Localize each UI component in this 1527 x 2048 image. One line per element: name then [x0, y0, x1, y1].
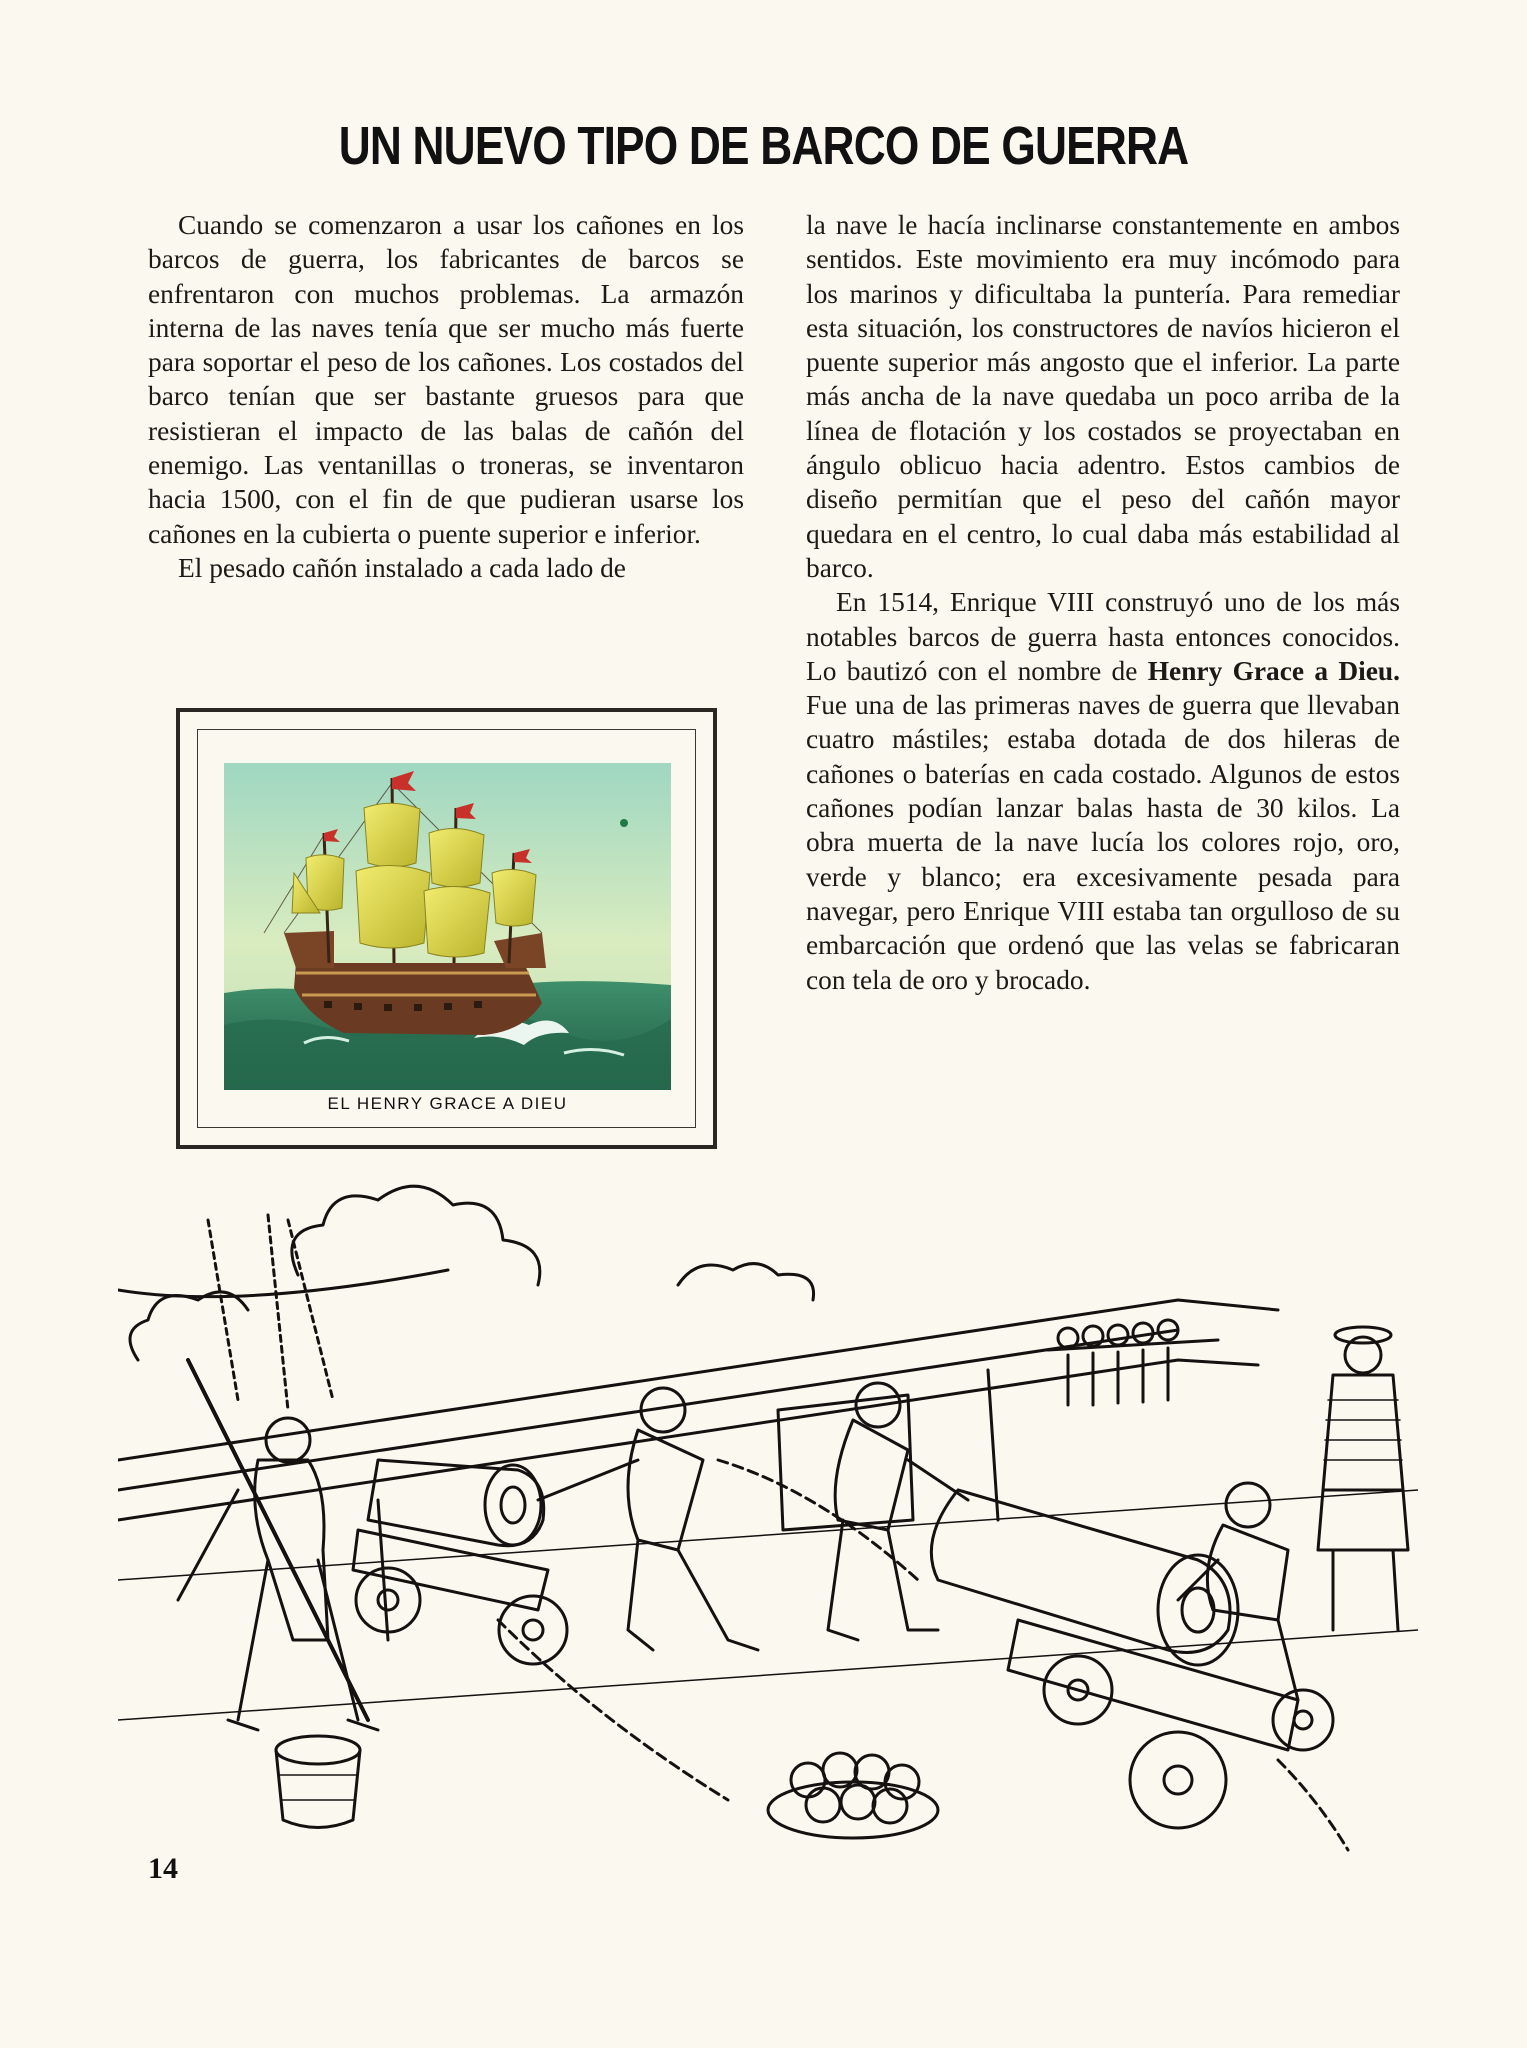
paragraph: El pesado cañón instalado a cada lado de — [178, 552, 626, 583]
text-column-right — [806, 208, 1400, 997]
ship-painting — [224, 763, 671, 1090]
paragraph: Cuando se comenzaron a usar los cañones en los barcos de guerra, los fabricantes de barcos se enfrentaron con muchos problemas. La armazón interna de las naves tenía que ser mucho más fuerte para soportar el peso de los cañones. Los costados del barco tenían que ser bastante gruesos para que resistieran el impacto de las balas de cañón del enemigo. Las ventanillas o troneras, se inventaron hacia 1500, con el fin de que pudieran usarse los cañones en la cubierta o puente superior e inferior. — [148, 210, 744, 549]
paragraph-text: En 1514, Enrique VIII construyó uno de los más notables barcos de guerra hasta entonces conocidos. Lo bautizó con el nombre de — [806, 587, 1400, 686]
ship-name: Henry Grace a Dieu. — [1147, 655, 1400, 686]
paragraph-text: Fue una de las primeras naves de guerra que llevaban cuatro mástiles; estaba dotada de dos hileras de cañones o baterías en cada costado. Algunos de estos cañones podían lanzar balas hasta de 30 kilos. La obra muerta de la nave lucía los colores rojo, oro, verde y blanco; era excesivamente pesada para navegar, pero Enrique VIII estaba tan orgulloso de su embarcación que ordenó que las velas se fabricaran con tela de oro y brocado. — [806, 690, 1400, 995]
cannon-deck-illustration — [118, 1160, 1418, 1860]
figure-caption: EL HENRY GRACE A DIEU — [327, 1094, 568, 1113]
text-column-left — [148, 208, 744, 585]
page-title: UN NUEVO TIPO DE BARCO DE GUERRA — [338, 116, 1189, 176]
paragraph: la nave le hacía inclinarse constantemente en ambos sentidos. Este movimiento era muy incómodo para los marinos y dificultaba la puntería. Para remediar esta situación, los constructores de navíos hicieron el puente superior más angosto que el inferior. La parte más ancha de la nave quedaba un poco arriba de la línea de flotación y los costados se proyectaban en ángulo oblicuo hacia adentro. Estos cambios de diseño permitían que el peso del cañón mayor quedara en el centro, lo cual daba más estabilidad al barco. — [806, 210, 1400, 583]
paragraph — [806, 585, 1400, 997]
page-number: 14 — [148, 1852, 178, 1885]
